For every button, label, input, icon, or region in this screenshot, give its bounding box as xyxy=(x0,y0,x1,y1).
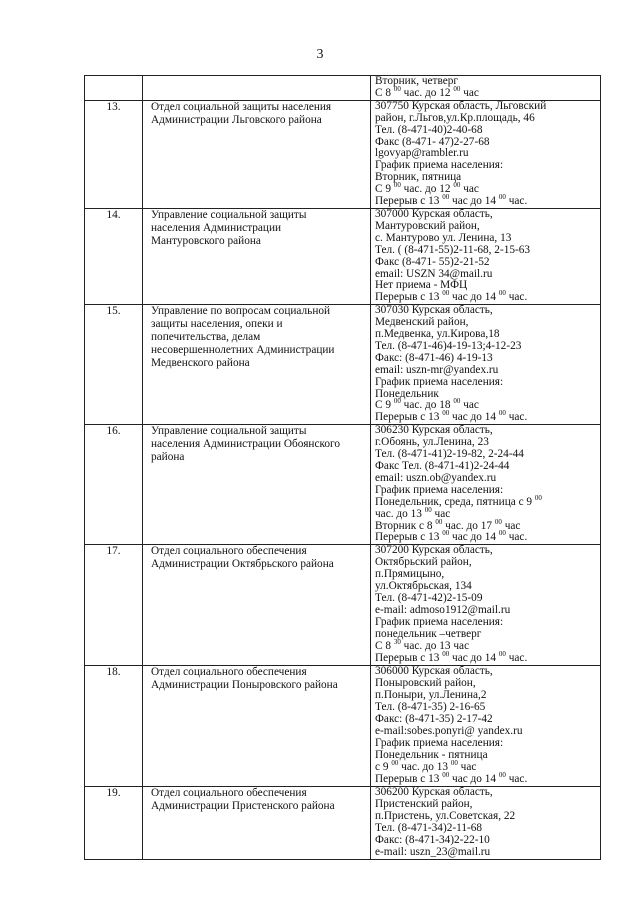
organization-name-line: Администрации Льговского района xyxy=(151,113,322,126)
contact-info-line: 307750 Курская область, Льговский xyxy=(375,100,547,112)
contact-info-line: ул.Октябрьская, 134 xyxy=(375,580,472,593)
contact-info-line: Факс: (8-471-35) 2-17-42 xyxy=(375,712,493,725)
contact-info-line: График приема населения: xyxy=(375,375,504,388)
contact-info-line: lgovyap@rambler.ru xyxy=(375,147,469,160)
contact-info-line: Понедельник - пятница xyxy=(375,748,488,761)
organization-name-line: населения Администрации xyxy=(151,221,282,234)
contact-info-line: Тел. (8-471-41)2-19-82, 2-24-44 xyxy=(375,448,524,461)
contact-info-line: Перерыв с 13 $^{00}$ час до 14 $^{00}$ час. xyxy=(375,770,528,785)
contact-info-cell xyxy=(371,787,601,859)
contact-info-line: Перерыв с 13 $^{00}$ час до 14 $^{00}$ час. xyxy=(375,529,528,544)
organization-cell xyxy=(143,425,371,545)
contact-info-line: Медвенский район, xyxy=(375,316,469,329)
contact-info-line: с 9 $^{00}$ час. до 13 $^{00}$ час xyxy=(375,758,477,773)
organization-name-line: Управление социальной защиты xyxy=(151,425,307,438)
organization-cell xyxy=(143,666,371,787)
contact-info-line: e-mail:sobes.ponyri@ yandex.ru xyxy=(375,724,523,737)
contact-info-line: Октябрьский район, xyxy=(375,556,472,569)
table-row xyxy=(85,208,601,304)
contact-info-line: Факс (8-471- 47)2-27-68 xyxy=(375,135,490,148)
organization-name-line: Мантуровского района xyxy=(151,234,261,247)
contact-info-line: С 8 $^{00}$ час. до 12 $^{00}$ час xyxy=(375,84,479,99)
table-row xyxy=(85,666,601,787)
contact-info-line: Тел. (8-471-34)2-11-68 xyxy=(375,822,483,835)
organization-name-line: района xyxy=(151,451,185,464)
row-number xyxy=(85,76,143,101)
contact-info-line: Факс Тел. (8-471-41)2-24-44 xyxy=(375,460,510,472)
contact-info-line: С 9 $^{00}$ час. до 12 $^{00}$ час xyxy=(375,181,479,196)
organization-cell xyxy=(143,208,371,304)
contact-info-line: 307000 Курская область, xyxy=(375,208,493,220)
contact-info-line: email: USZN 34@mail.ru xyxy=(375,267,493,280)
contact-info-line: Понедельник, среда, пятница с 9 $^{00}$ xyxy=(375,493,542,508)
contact-info-line: 307030 Курская область, xyxy=(375,304,493,317)
organization-name-line: Отдел социального обеспечения xyxy=(151,666,307,679)
contact-info-line: Факс: (8-471-46) 4-19-13 xyxy=(375,351,493,364)
table-row xyxy=(85,76,601,101)
row-number: 16. xyxy=(85,425,143,545)
contact-info-line: График приема населения: xyxy=(375,736,504,749)
row-number: 13. xyxy=(85,100,143,208)
organization-name-line: Медвенского района xyxy=(151,356,250,369)
contact-info-line: п.Поныри, ул.Ленина,2 xyxy=(375,689,487,702)
row-number: 15. xyxy=(85,305,143,425)
contact-info-line: Перерыв с 13 $^{00}$ час до 14 $^{00}$ час. xyxy=(375,409,528,424)
contact-info-line: 306230 Курская область, xyxy=(375,424,493,437)
contact-info-line: Вторник, четверг xyxy=(375,75,459,87)
contact-info-line: с. Мантурово ул. Ленина, 13 xyxy=(375,231,512,244)
contact-info-line: email: uszn-mr@yandex.ru xyxy=(375,363,499,376)
row-number: 17. xyxy=(85,545,143,666)
contact-info-line: Тел. (8-471-46)4-19-13;4-12-23 xyxy=(375,339,522,352)
row-number: 18. xyxy=(85,666,143,787)
organization-name-line: населения Администрации Обоянского xyxy=(151,438,341,451)
contact-info-line: 306200 Курская область, xyxy=(375,786,493,799)
organization-name-line: Отдел социальной защиты населения xyxy=(151,100,332,113)
contact-info-line: Тел. (8-471-35) 2-16-65 xyxy=(375,701,486,714)
organization-name-line: Отдел социального обеспечения xyxy=(151,545,307,558)
contact-info-line: Перерыв с 13 $^{00}$ час до 14 $^{00}$ час. xyxy=(375,193,528,208)
contact-info-line: Тел. (8-471-42)2-15-09 xyxy=(375,591,483,604)
contact-info-line: Перерыв с 13 $^{00}$ час до 14 $^{00}$ час. xyxy=(375,649,528,664)
contact-info-line: Факс: (8-471-34)2-22-10 xyxy=(375,833,490,846)
table-row xyxy=(85,100,601,208)
contact-info-line: Вторник, пятница xyxy=(375,171,462,184)
table-row xyxy=(85,545,601,666)
contact-info-line: Нет приема - МФЦ xyxy=(375,279,468,292)
organization-name-line: Администрации Октябрьского района xyxy=(151,558,334,571)
contact-info-cell xyxy=(371,425,601,545)
contact-info-line: График приема населения: xyxy=(375,615,504,628)
organization-name-line: Администрации Поныровского района xyxy=(151,679,338,692)
contact-info-line: час. до 13 $^{00}$ час xyxy=(375,505,451,520)
organization-name-line: несовершеннолетних Администрации xyxy=(151,343,335,356)
contacts-table xyxy=(84,75,601,860)
organization-name-line: Управление по вопросам социальной xyxy=(151,305,331,318)
contact-info-line: п.Пристень, ул.Советская, 22 xyxy=(375,810,516,823)
contact-info-line: Тел. (8-471-40)2-40-68 xyxy=(375,123,483,136)
organization-name-line: Отдел социального обеспечения xyxy=(151,787,307,800)
contact-info-cell xyxy=(371,305,601,425)
organization-name-line: Администрации Пристенского района xyxy=(151,800,335,813)
organization-name-line: Управление социальной защиты xyxy=(151,208,307,221)
contact-info-line: п.Прямицыно, xyxy=(375,568,445,581)
table-row xyxy=(85,425,601,545)
contact-info-line: График приема населения: xyxy=(375,159,504,172)
organization-name-line: попечительства, делам xyxy=(151,331,261,344)
contact-info-cell xyxy=(371,76,601,101)
page-number: 3 xyxy=(316,47,324,62)
contact-info-line: Перерыв с 13 $^{00}$ час до 14 $^{00}$ час. xyxy=(375,289,528,304)
contact-info-line: 307200 Курская область, xyxy=(375,544,493,557)
row-number: 14. xyxy=(85,208,143,304)
table-row xyxy=(85,787,601,859)
contact-info-line: С 9 $^{00}$ час. до 18 $^{00}$ час xyxy=(375,397,479,412)
contact-info-line: Пристенский район, xyxy=(375,798,473,811)
table-row xyxy=(85,305,601,425)
contact-info-line: Вторник с 8 $^{00}$ час. до 17 $^{00}$ час xyxy=(375,517,521,532)
contact-info-line: Поныровский район, xyxy=(375,677,476,690)
contact-info-cell xyxy=(371,208,601,304)
contact-info-line: Мантуровский район, xyxy=(375,219,480,232)
contact-info-line: email: uszn.ob@yandex.ru xyxy=(375,471,497,484)
contacts-table-body xyxy=(85,76,601,860)
organization-name-line: защиты населения, опеки и xyxy=(151,318,283,331)
contact-info-line: С 8 $^{30}$ час. до 13 час xyxy=(375,637,470,652)
contact-info-cell xyxy=(371,100,601,208)
contact-info-line: понедельник –четверг xyxy=(375,627,482,640)
organization-cell xyxy=(143,787,371,859)
contact-info-line: п.Медвенка, ул.Кирова,18 xyxy=(375,328,500,341)
contact-info-cell xyxy=(371,666,601,787)
row-number: 19. xyxy=(85,787,143,859)
contact-info-cell xyxy=(371,545,601,666)
contact-info-line: График приема населения: xyxy=(375,483,504,496)
contact-info-line: Понедельник xyxy=(375,387,439,400)
organization-cell xyxy=(143,76,371,101)
organization-cell xyxy=(143,100,371,208)
contact-info-line: Факс (8-471- 55)2-21-52 xyxy=(375,255,490,268)
contact-info-line: г.Обоянь, ул.Ленина, 23 xyxy=(375,436,489,449)
organization-cell xyxy=(143,545,371,666)
contact-info-line: 306000 Курская область, xyxy=(375,665,493,678)
organization-cell xyxy=(143,305,371,425)
contact-info-line: e-mail: admoso1912@mail.ru xyxy=(375,603,511,616)
contact-info-line: e-mail: uszn_23@mail.ru xyxy=(375,845,491,858)
contact-info-line: Тел. ( (8-471-55)2-11-68, 2-15-63 xyxy=(375,243,531,256)
contact-info-line: район, г.Льгов,ул.Кр.площадь, 46 xyxy=(375,111,535,124)
